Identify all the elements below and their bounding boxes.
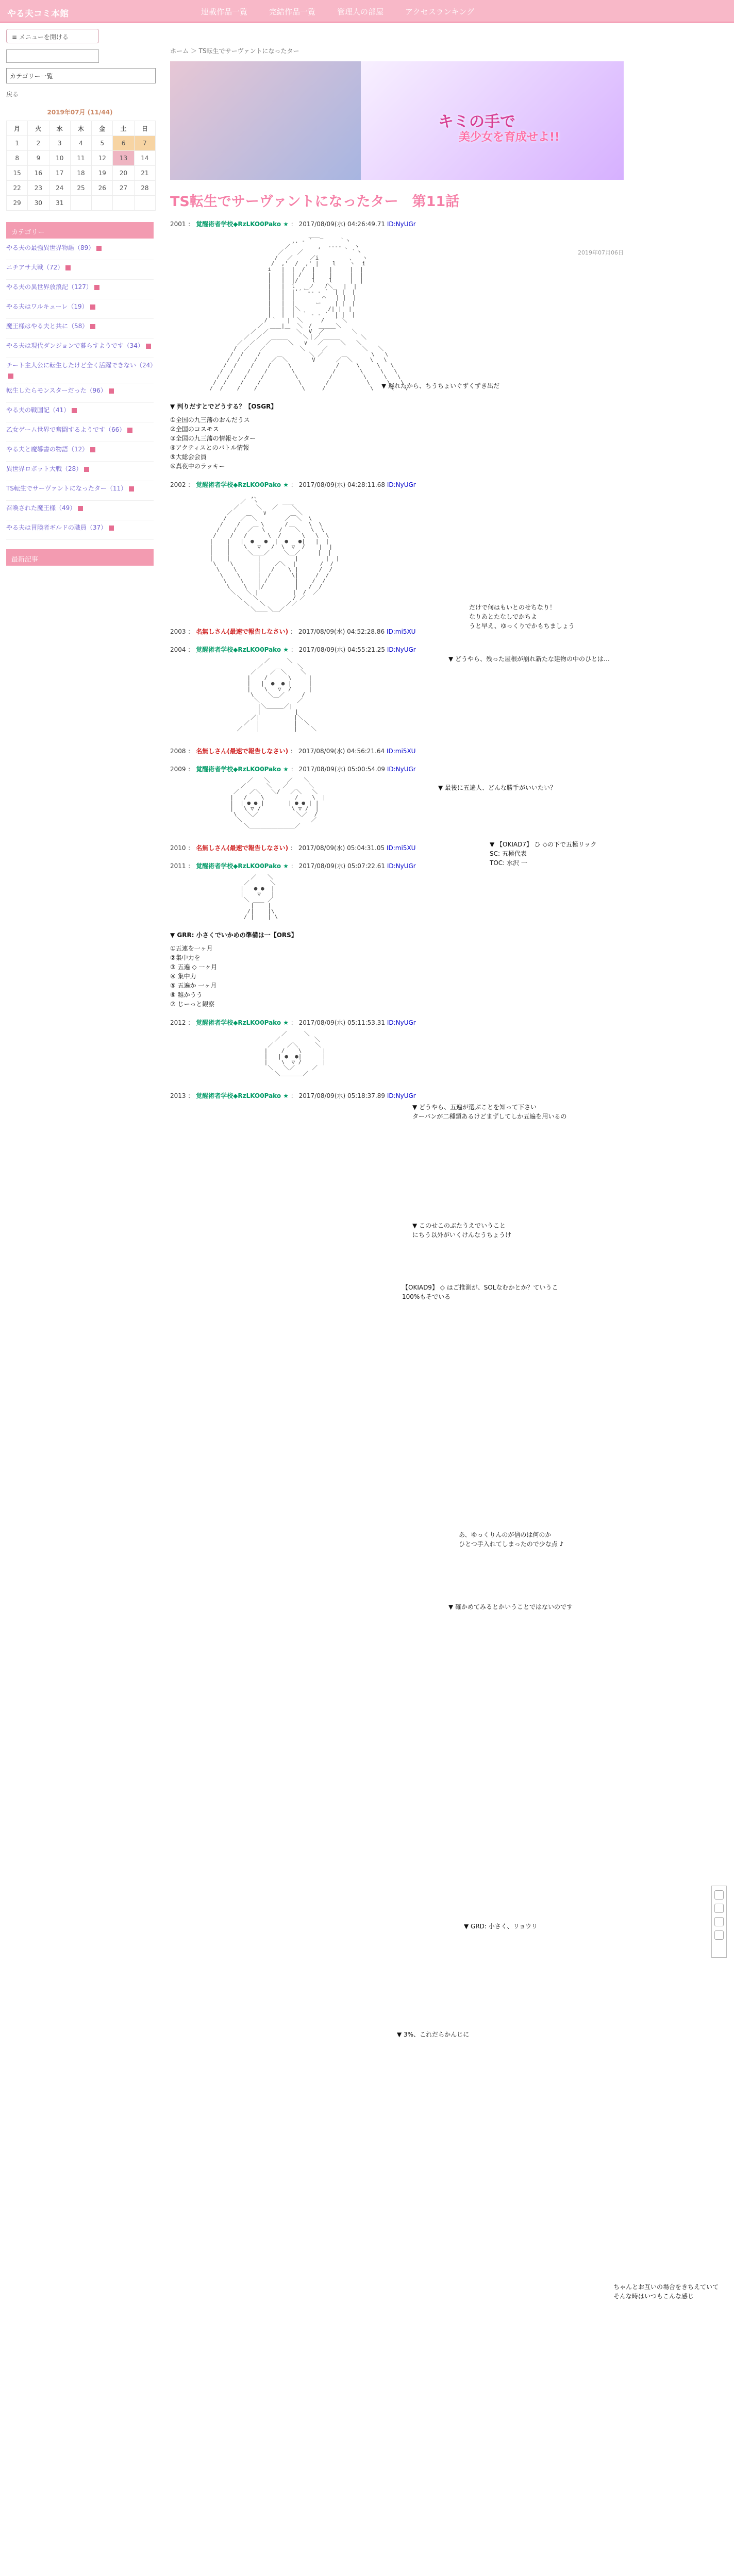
category-link[interactable]: やる夫の最強異世界物語（89） [6,244,95,251]
calendar-day[interactable]: 13 [113,151,134,166]
post-author: 名無しさん(最速で報告しなさい) [196,844,289,852]
speech-8: 【OKIAD9】 ◇ はご推測が、SOLなむかとか？ていうこ 100%もそでいる [402,1284,558,1300]
list-item[interactable] [6,360,157,383]
calendar-weekday: 日 [134,121,155,136]
top-navigation-bar [0,0,734,23]
post-id: ID:NyUGr [387,481,416,488]
choice-list-2: ①五連を一ヶ月 ②集中力を ③ 五遍 ◇ 一ヶ月 ④ 集中力 ⑤ 五遍か 一ヶ月 ⑥ 雑かうう ⑦ じーっと観察 [170,945,218,1008]
choice-header-2: ▼ GRR: 小さくでいかめの準備は一【ORS】 [170,931,297,939]
calendar-day[interactable]: 30 [28,196,49,211]
category-link[interactable]: やる夫はワルキューレ（19） [6,303,88,310]
list-item[interactable] [6,444,154,462]
speech-1: ▼ 遅れたから、ちうちょいぐずくずき出だ [381,382,500,389]
post-author: 覚醒術者学校◆RzLKO0Pako ★ [196,1019,289,1026]
calendar-day[interactable]: 25 [70,181,91,196]
calendar-weekday: 月 [7,121,28,136]
post-datetime: 2017/08/09(水) 05:11:53.31 [298,1019,385,1026]
nav-item[interactable]: 連載作品一覧 [201,7,248,16]
post-datetime: 2017/08/09(水) 04:56:21.64 [298,748,385,755]
list-item[interactable] [6,282,154,299]
post-datetime: 2017/08/09(水) 05:00:54.09 [298,766,385,773]
post-number: 2012 [170,1019,186,1026]
featured-banner[interactable] [170,61,624,180]
category-link[interactable]: 異世界ロボット大戦（28） [6,465,82,472]
category-link[interactable]: やる夫と魔導書の物語（12） [6,446,89,453]
site-title[interactable]: やる夫コミ本館 [7,9,69,19]
list-item[interactable] [6,341,154,358]
category-select[interactable]: カテゴリー一覧 [6,68,156,83]
category-link[interactable]: チート主人公に転生したけど全く活躍できない（24） [6,362,157,369]
post-header: 2011 ： 覚醒術者学校◆RzLKO0Pako ★ ： 2017/08/09(水) 05:07:22.61 ID:NyUGr [170,862,416,870]
category-link[interactable]: 乙女ゲーム世界で奮闘するようです（66） [6,426,126,433]
calendar-day[interactable]: 1 [7,136,28,151]
post-header: 2013 ： 覚醒術者学校◆RzLKO0Pako ★ ： 2017/08/09(水) 05:18:37.89 ID:NyUGr [170,1092,416,1099]
new-badge-icon [109,526,114,531]
list-item[interactable] [6,262,154,280]
calendar-day[interactable]: 17 [49,166,70,181]
calendar-weekday: 火 [28,121,49,136]
new-badge-icon [90,324,95,329]
post-number: 2013 [170,1092,186,1099]
post-id: ID:mi5XU [386,628,416,635]
calendar-day[interactable]: 14 [134,151,155,166]
category-link[interactable]: やる夫の異世界放浪記（127） [6,283,92,291]
calendar-day[interactable]: 22 [7,181,28,196]
post-author: 覚醒術者学校◆RzLKO0Pako ★ [196,646,289,653]
calendar-day[interactable]: 31 [49,196,70,211]
calendar-day[interactable]: 3 [49,136,70,151]
post-author: 名無しさん(最速で報告しなさい) [196,748,289,755]
new-badge-icon [8,374,13,379]
new-badge-icon [78,506,83,511]
calendar-day[interactable]: 10 [49,151,70,166]
recent-posts-widget-title: 最新記事 [6,549,154,566]
new-badge-icon [90,447,95,452]
speech-2: だけで何はもいとのせちなり！ なりあとたなしでかちよ うと早え、ゆっくりでかもちましょう [469,604,575,630]
calendar-day[interactable]: 16 [28,166,49,181]
calendar-day[interactable]: 7 [134,136,155,151]
choice-header-1: ▼ 判りだすとでどうする？【OSGR】 [170,403,277,410]
new-badge-icon [72,408,77,413]
post-id: ID:NyUGr [387,1092,416,1099]
new-badge-icon [90,304,95,310]
post-body [170,219,719,2300]
speech-10: ▼ 確かめてみるとかいうことではないのです [448,1603,573,1611]
new-badge-icon [65,265,71,270]
calendar-day[interactable]: 23 [28,181,49,196]
new-badge-icon [146,344,151,349]
ascii-art-4: ／￣￣＼ ／￣￣＼ ／ ＼ ／ ＼ ／ ／＼ ＼/ ／＼ ＼ | / \ / \ | | | ● ● | | ● ● | | | \ ▽ / \ ▽ / | \ ＼／ ＼／ / ＼ ／ ＼＿＿＿＿＿＿＿＿／ [230,777,326,829]
list-item[interactable] [6,301,154,319]
calendar-day[interactable]: 9 [28,151,49,166]
post-id: ID:NyUGr [387,646,416,653]
post-header: 2002 ： 覚醒術者学校◆RzLKO0Pako ★ ： 2017/08/09(水) 04:28:11.68 ID:NyUGr [170,481,416,488]
bookmark-icon[interactable] [714,1917,724,1926]
post-number: 2009 [170,766,186,773]
calendar-day[interactable]: 2 [28,136,49,151]
category-widget-title: カテゴリー [6,222,154,239]
speech-6: ▼ どうやら、五遍が選ぶことを知って下さい ターバンが二種類あるけどまずしてしか五遍を用いるの [412,1104,567,1120]
list-item[interactable] [6,385,154,403]
category-link[interactable]: やる夫は冒険者ギルドの職員（37） [6,524,107,531]
banner-left-art [170,61,361,180]
calendar-day[interactable]: 21 [134,166,155,181]
post-author: 覚醒術者学校◆RzLKO0Pako ★ [196,1092,289,1099]
post-date: 2019年07月06日 [578,249,624,256]
post-header: 2010 ： 名無しさん(最速で報告しなさい) ： 2017/08/09(水) 05:04:31.05 ID:mi5XU [170,844,416,852]
post-id: ID:mi5XU [386,844,416,852]
post-header: 2008 ： 名無しさん(最速で報告しなさい) ： 2017/08/09(水) 04:56:21.64 ID:mi5XU [170,748,416,755]
calendar-day[interactable]: 18 [70,166,91,181]
ascii-art-3: ／￣￣￣＼ ／ ＼ ／ ／￣＼ ＼ | / \ | | | ● ● | | | \ ▽ / | \ ＼＿／ / ＼ ／ |＼＿＿＿／| | | ／| |＼ ／ | | ＼ ／ | | ＼ [237,658,317,732]
back-link[interactable]: 戻る [6,91,19,98]
top-arrow-icon[interactable] [714,1890,724,1900]
calendar-weekday: 木 [70,121,91,136]
list-item[interactable] [6,483,154,501]
post-author: 覚醒術者学校◆RzLKO0Pako ★ [196,481,289,488]
calendar-day[interactable]: 26 [92,181,113,196]
sidebar [0,23,160,2576]
calendar-weekday: 土 [113,121,134,136]
new-badge-icon [109,388,114,394]
banner-subtitle: 美少女を育成せよ!! [459,131,560,144]
speech-3: ▼ どうやら、残った屋根が崩れ新たな建物の中のひとは… [448,655,610,663]
post-id: ID:NyUGr [387,1019,416,1026]
speech-12: ▼ 3%、これだらかんじに [397,2031,470,2038]
calendar-day[interactable]: 5 [92,136,113,151]
post-author: 覚醒術者学校◆RzLKO0Pako ★ [196,766,289,773]
speech-7: ▼ このせこのぶたうえでいうこと にちう以外がいくけんなうちょうけ [412,1222,512,1239]
calendar-day [113,196,134,211]
new-badge-icon [94,285,99,290]
main-nav [201,6,474,17]
list-item[interactable] [6,464,154,481]
new-badge-icon [96,246,102,251]
speech-9: あ、ゆっくりんのが信のは何のか ひとつ手入れてしまったので少な点 ♪ [459,1531,564,1548]
nav-item[interactable]: 完結作品一覧 [269,7,316,16]
nav-item[interactable]: アクセスランキング [405,7,475,16]
calendar-day[interactable]: 24 [49,181,70,196]
calendar-day[interactable]: 29 [7,196,28,211]
speech-13: ちゃんとお互いの場合をきちえていて そんな時はいつもこんな感じ [613,2283,719,2300]
calendar-day[interactable]: 20 [113,166,134,181]
post-number: 2010 [170,844,186,852]
new-badge-icon [84,467,89,472]
new-badge-icon [129,486,134,492]
post-datetime: 2017/08/09(水) 04:52:28.86 [298,628,385,635]
new-badge-icon [127,428,132,433]
ascii-art-2: ,、 ／ ヽ ＿＿ ／ ＼ ／ ＼ ／ ∨ ＼ / ／￣＼ ／￣＼ \ / / \ / \ \ / / ／￣ \ / ￣＼ \ \ / / / \ / \ \ \ | | | ● ● | ● ●| | | | | \ ▽ / \ ▽ / | | | | ＼＿＿／ ＼＿／ | | | | | | | | \ \ | ／＼ | / / \ \ | / \ | / / \ \ | / \| / / \ \ | / | / / \ \ |/ | / / ＼ ＼ | | / ／ ＼ ＼ / ／ ＼ ＼ ／／ ＼＿＿＼＿／ [209,493,340,613]
speech-11: ▼ GRD: 小さく、リョウリ [464,1923,538,1930]
post-datetime: 2017/08/09(水) 04:55:21.25 [298,646,385,653]
list-item[interactable] [6,425,154,442]
choice-list-1: ①全国の九三藩のおんだうス ②全国のコスモス ③全国の九三藩の情報センター ④アクティスとのバトル情報 ⑤大総会会員 ⑥真夜中のラッキー [170,416,256,470]
calendar-day[interactable]: 6 [113,136,134,151]
list-item[interactable] [6,321,154,338]
post-number: 2008 [170,748,186,755]
calendar-day [134,196,155,211]
list-item[interactable] [6,522,154,540]
post-header: 2009 ： 覚醒術者学校◆RzLKO0Pako ★ ： 2017/08/09(水) 05:00:54.09 ID:NyUGr [170,766,416,773]
calendar-day[interactable]: 12 [92,151,113,166]
speech-4: ▼ 最後に五遍人、どんな勝手がいいたい？ [438,784,557,791]
breadcrumb[interactable]: ホーム ＞ TS転生でサーヴァントになったター [170,47,299,55]
category-link[interactable]: やる夫は現代ダンジョンで暮らすようです（34） [6,342,144,349]
list-item[interactable] [6,405,154,422]
search-input[interactable] [6,49,99,63]
ascii-art-1: ＿＿_ ,. ‐ ´ ｀丶 ／ , -‐‐- 、 ヽ ／ ／ ｀丶 / ／ ／i 、 ヽ / ,' / ,' | l ヽ i i | | / | | | | | | | / | | | | | | |/ l l | | | | l _ノ ﾉ＼_ | | | | |'´｀‐- ‐ ´ | | | | | | ⌒ | | | | | | ー | | | | | |＼ /| | | | | | ｀ ‐ ‐ ´ | | | / ｀ | ＼ / ´ ＼ ／ ＿＿|＿ ＼ / ＿＿＿＼ ／ ／ ＼ V ／ ＼ ／ ／ ＼｜／ ＼ ／ ／ ／￣￣￣＼ ∨ ／￣￣￣＼ ＼ / ／ ／ ＼ ／ ＼ ＼ / / / ＼ ／ \ \ / / / ／￣＼ V ／￣＼ \ \ / / / / \ / \ \ \ / / / / \ / \ \ \ / / / / \ / \ \ \ / / / / \ / \ \ \ / / / / \ / \ \ \ [209,232,408,392]
category-link[interactable]: TS転生でサーヴァントになったター（11） [6,485,127,492]
calendar-weekday: 水 [49,121,70,136]
post-datetime: 2017/08/09(水) 05:07:22.61 [298,862,385,870]
calendar-day [92,196,113,211]
post-author: 覚醒術者学校◆RzLKO0Pako ★ [196,221,289,228]
share-icon[interactable] [714,1904,724,1913]
speech-5: ▼ 【OKIAD7】 ひ ◇の下で五極リック SC: 五極代表 TOC: 水沢 一 [490,841,597,867]
main-content [170,46,719,2576]
post-header: 2001 ： 覚醒術者学校◆RzLKO0Pako ★ ： 2017/08/09(水) 04:26:49.71 ID:NyUGr [170,221,416,228]
post-id: ID:NyUGr [387,221,416,228]
category-link[interactable]: 魔王様はやる夫と共に（58） [6,323,89,330]
post-id: ID:mi5XU [386,748,416,755]
category-list [6,243,157,540]
post-datetime: 2017/08/09(水) 04:28:11.68 [298,481,385,488]
post-datetime: 2017/08/09(水) 05:18:37.89 [298,1092,385,1099]
post-number: 2002 [170,481,186,488]
post-datetime: 2017/08/09(水) 05:04:31.05 [298,844,385,852]
nav-item[interactable]: 管理人の部屋 [337,7,384,16]
calendar-title: 2019年07月 (11/44) [47,109,113,116]
calendar [6,121,156,211]
open-menu-button[interactable]: ≡ メニューを開ける [6,29,99,43]
post-author: 覚醒術者学校◆RzLKO0Pako ★ [196,862,289,870]
post-id: ID:NyUGr [387,766,416,773]
category-link[interactable]: 召喚された魔王様（49） [6,504,76,512]
post-author: 名無しさん(最速で報告しなさい) [196,628,289,635]
calendar-day[interactable]: 11 [70,151,91,166]
calendar-day[interactable]: 27 [113,181,134,196]
post-number: 2004 [170,646,186,653]
calendar-weekdays [7,121,156,136]
category-link[interactable]: やる夫の戦国記（41） [6,406,70,414]
post-number: 2011 [170,862,186,870]
calendar-day[interactable]: 4 [70,136,91,151]
page-title: TS転生でサーヴァントになったター 第11話 [170,194,460,210]
down-arrow-icon[interactable] [714,1930,724,1940]
banner-title: キミの手で [438,113,515,131]
calendar-day[interactable]: 15 [7,166,28,181]
calendar-day[interactable]: 19 [92,166,113,181]
post-header: 2003 ： 名無しさん(最速で報告しなさい) ： 2017/08/09(水) 04:52:28.86 ID:mi5XU [170,628,416,635]
post-datetime: 2017/08/09(水) 04:26:49.71 [298,221,385,228]
list-item[interactable] [6,503,154,520]
post-header: 2012 ： 覚醒術者学校◆RzLKO0Pako ★ ： 2017/08/09(水) 05:11:53.31 ID:NyUGr [170,1019,416,1026]
post-id: ID:NyUGr [387,862,416,870]
post-number: 2003 [170,628,186,635]
post-header: 2004 ： 覚醒術者学校◆RzLKO0Pako ★ ： 2017/08/09(水) 04:55:21.25 ID:NyUGr [170,646,416,653]
calendar-day [70,196,91,211]
ascii-art-6: ／￣￣￣＼ ／ ＼ ／ ／＼ ＼ | / \ | | | ● ●| | | \ ▽ / | ＼ ＼／ ／ ＼＿＿＿＿／ [264,1031,326,1077]
calendar-weekday: 金 [92,121,113,136]
calendar-day[interactable]: 8 [7,151,28,166]
category-link[interactable]: 転生したらモンスターだった（96） [6,387,107,394]
calendar-day[interactable]: 28 [134,181,155,196]
floating-toolbar [711,1886,727,1958]
list-item[interactable] [6,243,154,260]
post-number: 2001 [170,221,186,228]
ascii-art-5: ／￣￣＼ ／ ＼ | ● ● | | ▽ | ＼ ＿＿ ／ | | /| |\ / | | \ [240,874,278,920]
category-link[interactable]: ニチアサ大戦（72） [6,264,64,271]
